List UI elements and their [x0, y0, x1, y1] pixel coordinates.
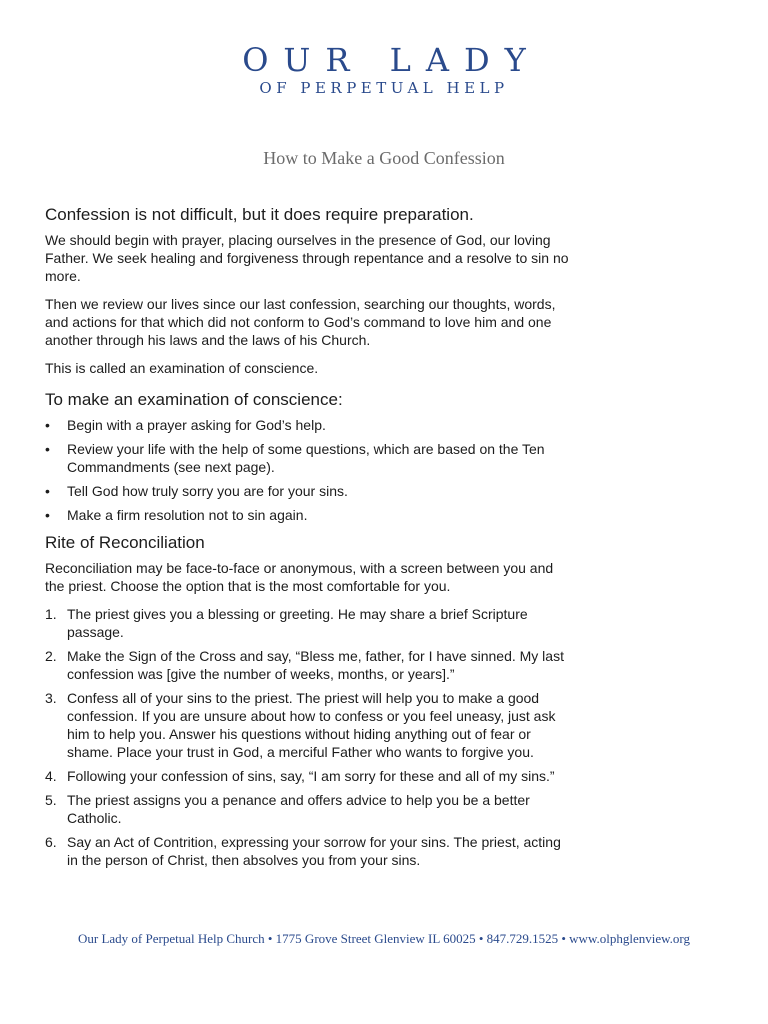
list-item-text: Begin with a prayer asking for God’s help.	[67, 417, 326, 433]
logo-wordmark-perpetual-help: OF PERPETUAL HELP	[259, 79, 509, 97]
rite-heading: Rite of Reconciliation	[45, 533, 205, 552]
bullet-marker: •	[45, 483, 50, 499]
intro-heading: Confession is not difficult, but it does require preparation.	[45, 205, 474, 224]
intro-paragraph: This is called an examination of conscience.	[45, 360, 319, 376]
list-item	[45, 506, 575, 524]
list-item-text: Make a firm resolution not to sin again.	[67, 507, 308, 523]
page-title: How to Make a Good Confession	[263, 148, 505, 168]
list-item	[45, 482, 575, 500]
list-item	[45, 647, 575, 683]
step-number: 4.	[45, 768, 57, 784]
step-text: The priest gives you a blessing or greeting. He may share a brief Scripture passage.	[67, 606, 528, 640]
rite-intro-paragraph: Reconciliation may be face-to-face or anonymous, with a screen between you and the priest. Choose the option that is the most comfortable for you.	[45, 560, 554, 594]
step-number: 3.	[45, 690, 57, 706]
list-item-text: Tell God how truly sorry you are for your sins.	[67, 483, 348, 499]
step-text: Confess all of your sins to the priest. The priest will help you to make a good confession. If you are unsure about how to confess or you feel uneasy, just ask him to help you. Answer his questions without hiding anything out of fear or shame. Place your trust in God, a merciful Father who wants to forgive you.	[67, 690, 556, 760]
intro-paragraph: Then we review our lives since our last confession, searching our thoughts, words, and actions for that which did not conform to God’s command to love him and one another through his laws and the laws of his Church.	[45, 296, 556, 348]
step-number: 1.	[45, 606, 57, 622]
step-text: Following your confession of sins, say, “I am sorry for these and all of my sins.”	[67, 768, 555, 784]
footer-contact: Our Lady of Perpetual Help Church • 1775 Grove Street Glenview IL 60025 • 847.729.1525 • www.olphglenview.org	[77, 931, 690, 946]
list-item	[45, 440, 575, 476]
step-text: Say an Act of Contrition, expressing your sorrow for your sins. The priest, acting in the person of Christ, then absolves you from your sins.	[67, 834, 561, 868]
step-text: The priest assigns you a penance and offers advice to help you be a better Catholic.	[67, 792, 530, 826]
list-item	[45, 416, 575, 434]
intro-paragraph: We should begin with prayer, placing ourselves in the presence of God, our loving Father. We seek healing and forgiveness through repentance and a resolve to sin no more.	[45, 232, 569, 284]
bullet-marker: •	[45, 441, 50, 457]
document-body	[45, 204, 575, 875]
bullet-marker: •	[45, 417, 50, 433]
list-item	[45, 767, 575, 785]
list-item-text: Review your life with the help of some questions, which are based on the Ten Commandments (see next page).	[67, 441, 545, 475]
list-item	[45, 791, 575, 827]
step-number: 6.	[45, 834, 57, 850]
list-item	[45, 833, 575, 869]
rite-steps-list	[45, 605, 575, 869]
logo-wordmark-our-lady: OUR LADY	[242, 41, 541, 79]
list-item	[45, 605, 575, 641]
step-text: Make the Sign of the Cross and say, “Bless me, father, for I have sinned. My last confession was [give the number of weeks, months, or years].”	[67, 648, 564, 682]
examination-list	[45, 416, 575, 524]
bullet-marker: •	[45, 507, 50, 523]
examination-heading: To make an examination of conscience:	[45, 390, 343, 409]
list-item	[45, 689, 575, 761]
step-number: 5.	[45, 792, 57, 808]
step-number: 2.	[45, 648, 57, 664]
